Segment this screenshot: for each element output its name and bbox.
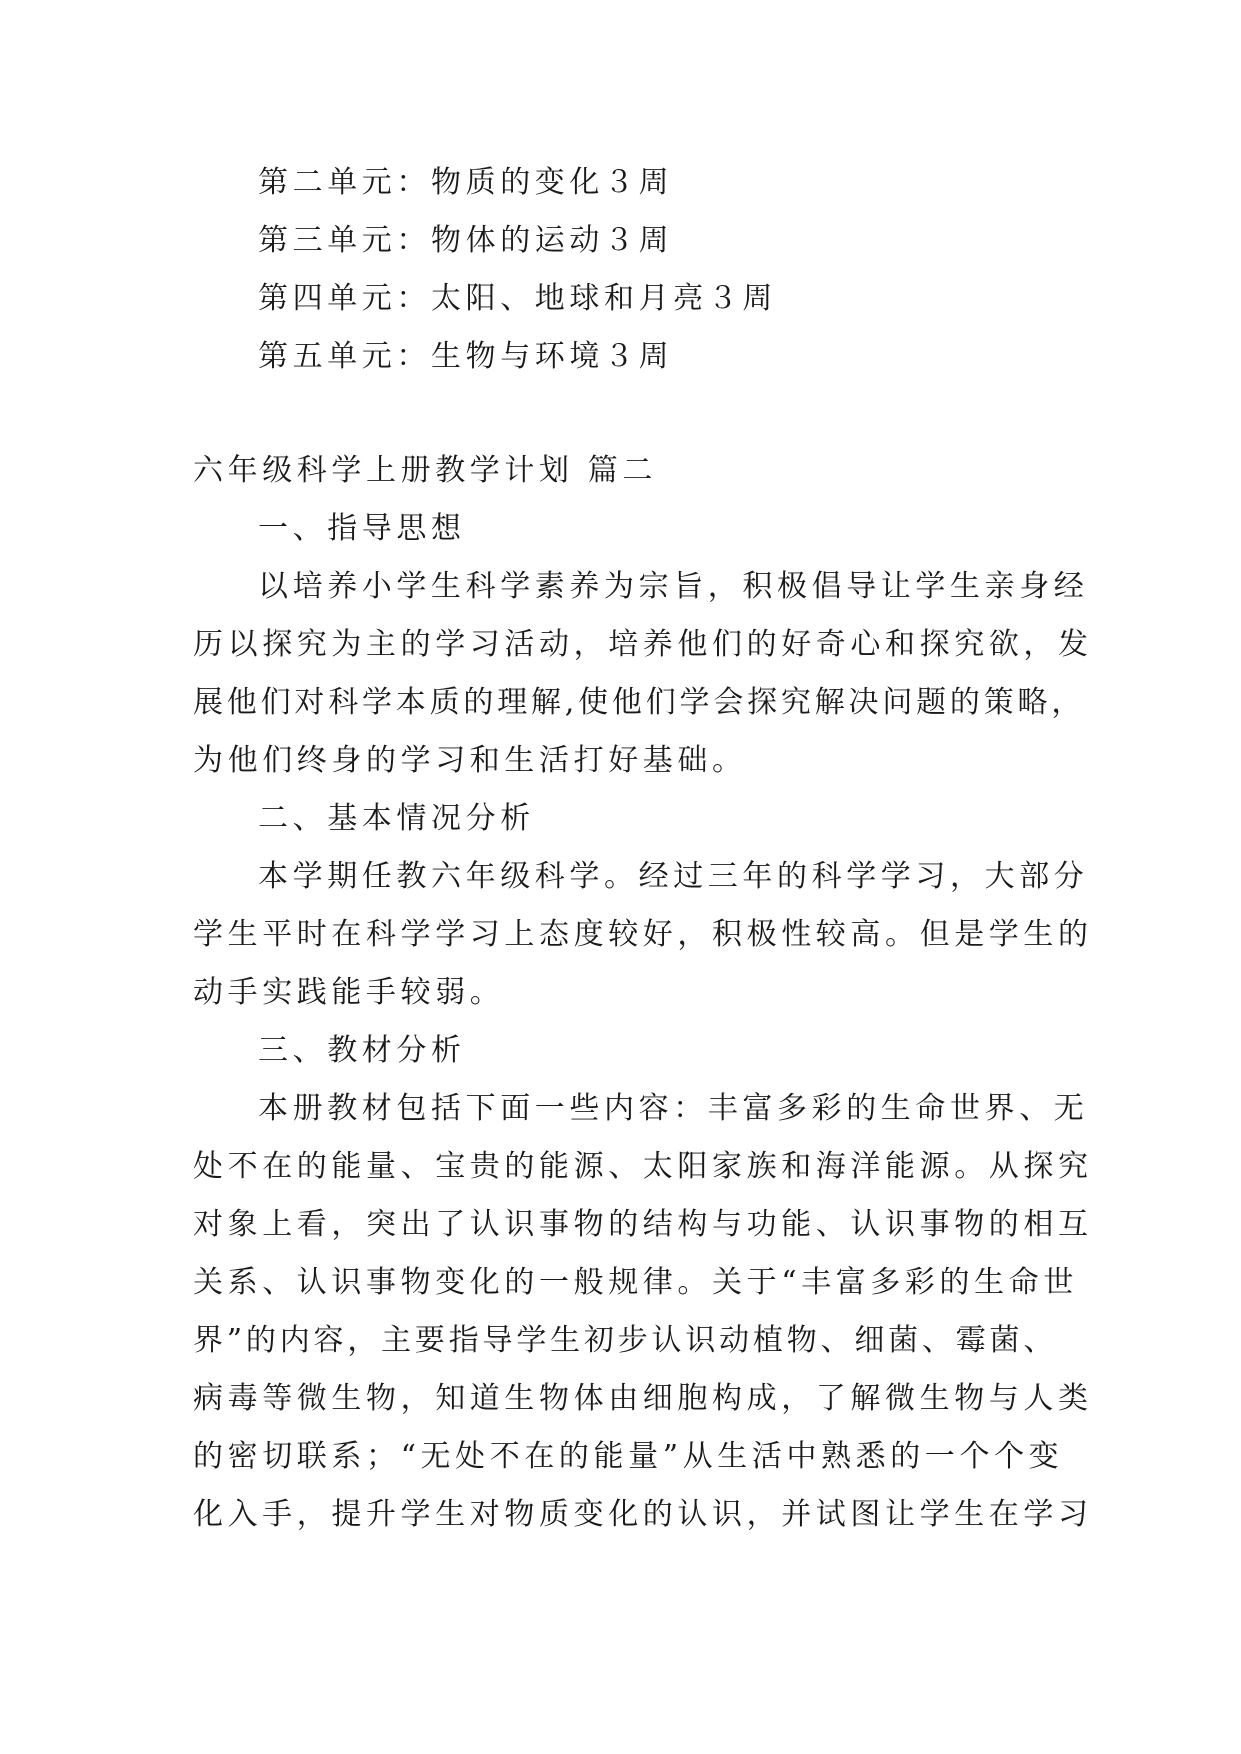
heading-guiding-ideas: 一、指导思想 bbox=[258, 511, 466, 546]
unit-line: 第三单元：物体的运动３周 bbox=[258, 223, 674, 258]
paragraph-line: 本册教材包括下面一些内容：丰富多彩的生命世界、无 bbox=[258, 1091, 1089, 1126]
paragraph-line: 化入手，提升学生对物质变化的认识，并试图让学生在学习 bbox=[193, 1497, 1093, 1532]
section-title: 六年级科学上册教学计划 篇二 bbox=[193, 453, 657, 488]
paragraph-line: 学生平时在科学学习上态度较好，积极性较高。但是学生的 bbox=[193, 917, 1093, 952]
paragraph-line: 展他们对科学本质的理解,使他们学会探究解决问题的策略， bbox=[193, 685, 1086, 720]
paragraph-line: 界”的内容，主要指导学生初步认识动植物、细菌、霉菌、 bbox=[193, 1323, 1058, 1358]
heading-situation-analysis: 二、基本情况分析 bbox=[258, 801, 535, 836]
paragraph-line: 以培养小学生科学素养为宗旨，积极倡导让学生亲身经 bbox=[258, 569, 1089, 604]
unit-line: 第四单元：太阳、地球和月亮３周 bbox=[258, 281, 777, 316]
unit-line: 第五单元：生物与环境３周 bbox=[258, 339, 674, 374]
paragraph-line: 病毒等微生物，知道生物体由细胞构成，了解微生物与人类 bbox=[193, 1381, 1093, 1416]
paragraph-line: 本学期任教六年级科学。经过三年的科学学习，大部分 bbox=[258, 859, 1089, 894]
unit-line: 第二单元：物质的变化３周 bbox=[258, 165, 674, 200]
heading-textbook-analysis: 三、教材分析 bbox=[258, 1033, 466, 1068]
paragraph-line: 处不在的能量、宝贵的能源、太阳家族和海洋能源。从探究 bbox=[193, 1149, 1093, 1184]
paragraph-line: 为他们终身的学习和生活打好基础。 bbox=[193, 743, 747, 778]
paragraph-line: 历以探究为主的学习活动，培养他们的好奇心和探究欲，发 bbox=[193, 627, 1093, 662]
paragraph-line: 关系、认识事物变化的一般规律。关于“丰富多彩的生命世 bbox=[193, 1265, 1078, 1300]
paragraph-line: 动手实践能手较弱。 bbox=[193, 975, 505, 1010]
paragraph-line: 的密切联系；“无处不在的能量”从生活中熟悉的一个个变 bbox=[193, 1439, 1064, 1474]
paragraph-line: 对象上看，突出了认识事物的结构与功能、认识事物的相互 bbox=[193, 1207, 1093, 1242]
